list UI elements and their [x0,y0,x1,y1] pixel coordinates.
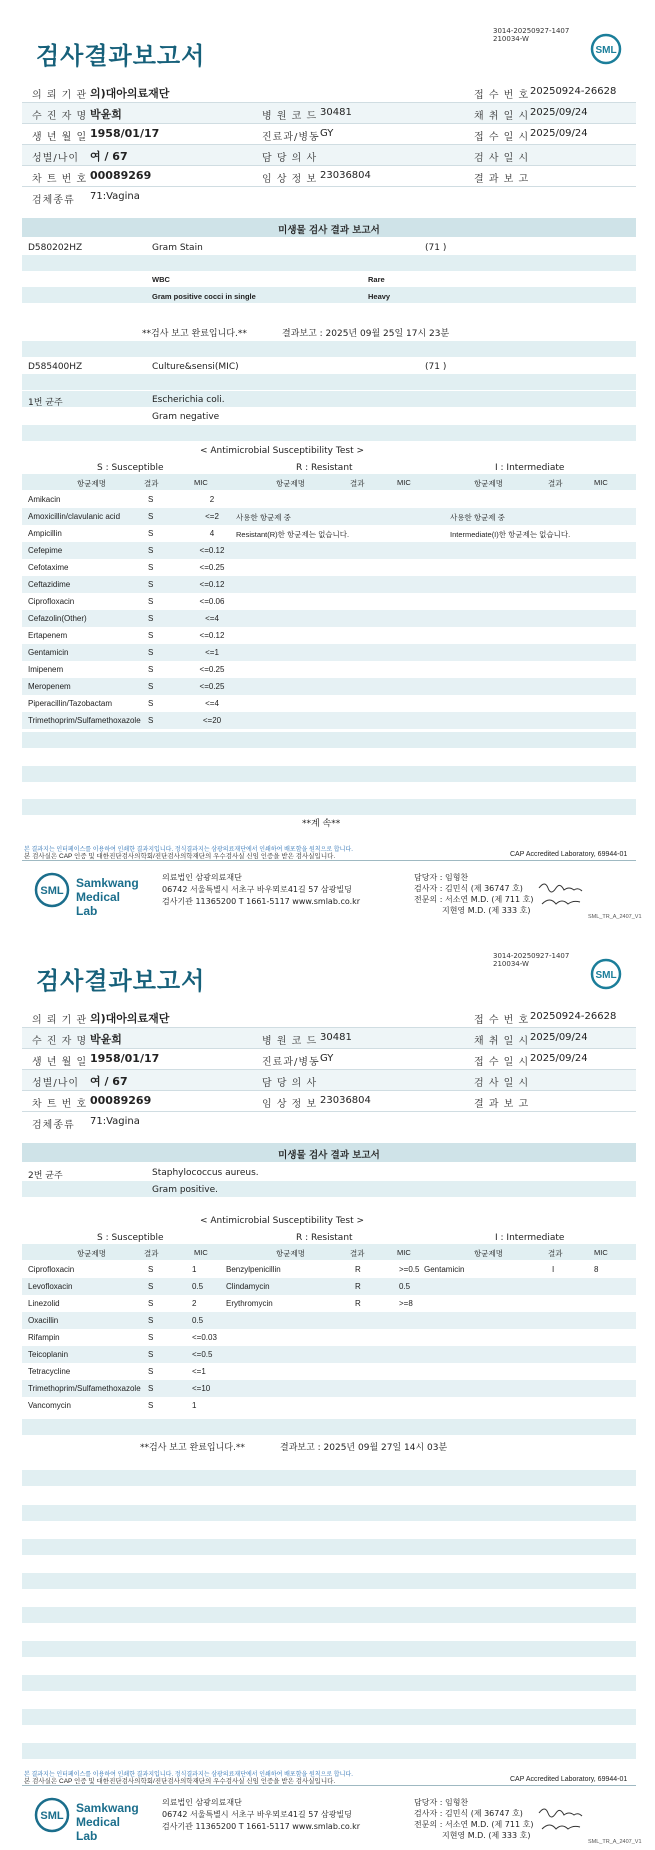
mic: <=0.25 [199,563,225,572]
gram-row-name: WBC [152,275,170,284]
gram-done: **검사 보고 완료입니다.** [142,329,247,339]
mic: >=8 [399,1299,413,1308]
table-row [22,1346,636,1363]
col-drug: 항균제명 [474,479,503,488]
mic: 2 [209,495,215,504]
band [22,1505,636,1521]
col-mic: MIC [194,1248,208,1257]
culture-test: Culture&sensi(MIC) [152,362,239,372]
specimen-value: 71:Vagina [90,191,140,202]
result: S [148,563,154,572]
samkwang-logo-text: SML [40,885,64,897]
table-row [22,1278,636,1295]
signature-image [536,1803,586,1837]
organism-name: Escherichia coli. [152,395,225,405]
sml-logo-icon [590,33,622,65]
mic: <=10 [192,1384,211,1393]
name-value: 박윤희 [90,108,122,121]
mic: <=1 [192,1367,206,1376]
patient-info-table [22,82,636,208]
result: S [148,1316,154,1325]
result: S [148,1299,154,1308]
result: S [148,597,154,606]
test-date-label: 검 사 일 시 [474,1078,530,1089]
band [22,1709,636,1725]
band [22,255,636,271]
band [22,1641,636,1657]
mic: >=0.5 [399,1265,420,1274]
table-row [22,576,636,593]
birth-value: 1958/01/17 [90,1052,160,1065]
col-mic: MIC [594,478,608,487]
col-result: 결과 [548,479,563,488]
hospital-code-value: 30481 [320,1032,352,1043]
ast-s-label: S : Susceptible [97,463,164,473]
info-row-2 [22,103,636,124]
table-row [22,610,636,627]
table-row [22,559,636,576]
mic: <=1 [205,648,219,657]
samkwang-logo-label: Samkwang Medical Lab [76,876,139,918]
band [22,732,636,748]
drug-name: Gentamicin [424,1265,465,1274]
collect-date-value: 2025/09/24 [530,107,588,118]
table-row [22,695,636,712]
result: S [148,1350,154,1359]
band [22,799,636,815]
signatories: 담당자 : 임형찬 검사자 : 김민식 (제 36747 호) 전문의 : 서소연 M.D. (제 711 호) 지현영 M.D. (제 333 호) [414,873,534,915]
mic: 1 [192,1401,197,1410]
table-row [22,644,636,661]
name-label: 수 진 자 명 [32,111,88,122]
document-id: 3014-20250927-1407 210034-W [493,27,570,43]
info-row-3 [22,1049,636,1070]
drug-name: Teicoplanin [28,1350,69,1359]
drug-name: Piperacillin/Tazobactam [28,699,113,708]
sex-age-label: 성별/나이 [32,153,80,164]
result-report-label: 결 과 보 고 [474,1099,530,1110]
col-mic: MIC [194,478,208,487]
ast-r-label: R : Resistant [296,1233,353,1243]
footer-note-1: 본 결과지는 인터페이스를 이용하여 인쇄한 결과지입니다. 정식결과지는 삼광의료재단에서 인쇄하여 배포함을 원칙으로 합니다. [24,1772,353,1778]
sml-logo-text: SML [595,45,617,56]
result: S [148,580,154,589]
r-none-1: 사용한 항균제 중 [236,513,291,522]
culture-num: (71 ) [425,362,447,372]
col-mic: MIC [397,1248,411,1257]
samkwang-logo-label: Samkwang Medical Lab [76,1801,139,1843]
ast-r-label: R : Resistant [296,463,353,473]
mic: 0.5 [399,1282,411,1291]
drug-name: Clindamycin [226,1282,270,1291]
mic: <=2 [205,512,219,521]
result: S [148,699,154,708]
mic: <=0.06 [199,597,225,606]
collect-date-label: 채 취 일 시 [474,1036,530,1047]
result: S [148,682,154,691]
dept-value: GY [320,1053,334,1064]
drug-name: Ceftazidime [28,580,71,589]
sex-age-value: 여 / 67 [90,150,128,163]
col-mic: MIC [397,478,411,487]
organism-gram: Gram negative [152,412,220,422]
ast-title: < Antimicrobial Susceptibility Test > [200,446,364,456]
gram-test: Gram Stain [152,243,203,253]
name-label: 수 진 자 명 [32,1036,88,1047]
drug-name: Trimethoprim/Sulfamethoxazole [28,716,141,725]
form-id: SML_TR_A_2407_V1 [588,914,642,920]
culture-code: D585400HZ [28,362,83,372]
col-result: 결과 [548,1249,563,1258]
document-id: 3014-20250927-1407 210034-W [493,952,570,968]
table-row [22,1329,636,1346]
dept-label: 진료과/병동 [262,1057,320,1068]
receive-date-value: 2025/09/24 [530,1053,588,1064]
result: R [355,1299,361,1308]
mic: <=0.03 [192,1333,217,1342]
drug-name: Ampicillin [28,529,62,538]
ast-i-label: I : Intermediate [495,1233,565,1243]
table-row [22,1312,636,1329]
clinical-label: 임 상 정 보 [262,1099,318,1110]
col-drug: 항균제명 [474,1249,503,1258]
info-row-6 [22,1112,636,1133]
patient-info-table [22,1007,636,1133]
band [22,1573,636,1589]
institution-value: 의)대아의료재단 [90,87,170,100]
band [22,1419,636,1435]
receipt-no-value: 20250924-26628 [530,86,617,97]
mic: 1 [192,1265,197,1274]
col-result: 결과 [144,1249,159,1258]
drug-name: Meropenem [28,682,71,691]
result: S [148,512,154,521]
hospital-code-value: 30481 [320,107,352,118]
clinical-value: 23036804 [320,170,371,181]
table-row [22,491,636,508]
result: S [148,1384,154,1393]
gram-report-time: 결과보고 : 2025년 09월 25일 17시 23분 [282,329,450,339]
signature-image [536,878,586,912]
test-date-label: 검 사 일 시 [474,153,530,164]
result: S [148,1333,154,1342]
organism-label: 2번 균주 [28,1171,63,1181]
table-row [22,1295,636,1312]
cap-accreditation: CAP Accredited Laboratory, 69944-01 [510,851,628,858]
drug-name: Ciprofloxacin [28,1265,75,1274]
mic: 2 [192,1299,197,1308]
chart-value: 00089269 [90,1094,152,1107]
samkwang-logo-icon [34,1797,70,1833]
info-row-2 [22,1028,636,1049]
ast-title: < Antimicrobial Susceptibility Test > [200,1216,364,1226]
band [22,341,636,357]
table-row [22,542,636,559]
result: S [148,1265,154,1274]
doctor-label: 담 당 의 사 [262,1078,318,1089]
footer-divider [22,860,636,861]
birth-label: 생 년 월 일 [32,132,88,143]
info-row-5 [22,1091,636,1112]
specimen-label: 검체종류 [32,1120,75,1131]
lab-address: 의료법인 삼광의료재단 06742 서울특별시 서초구 바우뫼로41길 57 삼광빌딩 검사기관 11365200 T 1661-5117 www.smlab.co.kr [162,873,361,906]
table-row [22,678,636,695]
receive-date-label: 접 수 일 시 [474,132,530,143]
col-mic: MIC [594,1248,608,1257]
result: S [148,546,154,555]
table-row [22,1261,636,1278]
mic: <=4 [205,699,219,708]
dept-label: 진료과/병동 [262,132,320,143]
info-row-1 [22,82,636,103]
col-drug: 항균제명 [276,479,305,488]
table-row [22,593,636,610]
result: S [148,1401,154,1410]
mic: <=0.12 [199,580,225,589]
report-title: 검사결과보고서 [36,967,206,995]
info-row-4 [22,1070,636,1091]
section-header [22,218,636,237]
collect-date-value: 2025/09/24 [530,1032,588,1043]
mic: 8 [594,1265,599,1274]
info-row-6 [22,187,636,208]
drug-name: Linezolid [28,1299,60,1308]
drug-name: Amoxicillin/clavulanic acid [28,512,121,521]
drug-name: Imipenem [28,665,64,674]
samkwang-logo [34,872,144,918]
result: S [148,665,154,674]
band [22,287,636,303]
info-row-1 [22,1007,636,1028]
drug-name: Ertapenem [28,631,68,640]
drug-name: Levofloxacin [28,1282,73,1291]
sex-age-label: 성별/나이 [32,1078,80,1089]
ast-s-label: S : Susceptible [97,1233,164,1243]
table-row [22,508,636,525]
table-row [22,1380,636,1397]
institution-label: 의 뢰 기 관 [32,1015,88,1026]
section-header [22,1143,636,1162]
institution-value: 의)대아의료재단 [90,1012,170,1025]
clinical-label: 임 상 정 보 [262,174,318,185]
mic: <=0.12 [199,631,225,640]
result: S [148,495,154,504]
samkwang-logo [34,1797,144,1843]
specimen-value: 71:Vagina [90,1116,140,1127]
result: S [148,648,154,657]
band [22,1675,636,1691]
gram-row-value: Rare [368,275,385,284]
samkwang-logo-icon [34,872,70,908]
band [22,1607,636,1623]
r-none-2: Resistant(R)한 항균제는 없습니다. [236,530,350,539]
mic: <=0.5 [192,1350,213,1359]
sml-logo-icon [590,958,622,990]
receive-date-value: 2025/09/24 [530,128,588,139]
name-value: 박윤희 [90,1033,122,1046]
band [22,1470,636,1486]
band [22,1539,636,1555]
info-row-4 [22,145,636,166]
continued-text: **계 속** [302,819,341,829]
samkwang-logo-text: SML [40,1810,64,1822]
mic: <=0.25 [199,682,225,691]
footer-note-2: 본 검사실은 CAP 인증 및 대한진단검사의학회/진단검사의학재단의 우수검사실 신임 인증을 받은 검사실입니다. [24,1778,336,1785]
specimen-label: 검체종류 [32,195,75,206]
receipt-no-label: 접 수 번 호 [474,90,530,101]
chart-label: 차 트 번 호 [32,1099,88,1110]
cap-accreditation: CAP Accredited Laboratory, 69944-01 [510,1776,628,1783]
band [22,1743,636,1759]
hospital-code-label: 병 원 코 드 [262,111,318,122]
sml-logo-text: SML [595,970,617,981]
result: S [148,631,154,640]
result: R [355,1265,361,1274]
drug-name: Trimethoprim/Sulfamethoxazole [28,1384,141,1393]
drug-name: Cefotaxime [28,563,69,572]
doctor-label: 담 당 의 사 [262,153,318,164]
col-result: 결과 [144,479,159,488]
gram-num: (71 ) [425,243,447,253]
receive-date-label: 접 수 일 시 [474,1057,530,1068]
band [22,766,636,782]
drug-name: Cefepime [28,546,63,555]
mic: <=20 [202,716,222,725]
drug-name: Oxacillin [28,1316,59,1325]
col-result: 결과 [350,1249,365,1258]
result: I [552,1265,555,1274]
col-result: 결과 [350,479,365,488]
birth-value: 1958/01/17 [90,127,160,140]
band [22,1181,636,1197]
institution-label: 의 뢰 기 관 [32,90,88,101]
col-drug: 항균제명 [77,479,106,488]
drug-name: Gentamicin [28,648,69,657]
mic: <=0.12 [199,546,225,555]
table-row [22,1397,636,1414]
dept-value: GY [320,128,334,139]
receipt-no-value: 20250924-26628 [530,1011,617,1022]
footer-note-2: 본 검사실은 CAP 인증 및 대한진단검사의학회/진단검사의학재단의 우수검사실 신임 인증을 받은 검사실입니다. [24,853,336,860]
organism-name: Staphylococcus aureus. [152,1168,259,1178]
mic: 0.5 [192,1282,204,1291]
result: S [148,1367,154,1376]
result: S [148,716,154,725]
section-title: 미생물 검사 결과 보고서 [278,225,380,236]
result: S [148,614,154,623]
gram-row-value: Heavy [368,292,391,301]
drug-name: Amikacin [28,495,61,504]
sex-age-value: 여 / 67 [90,1075,128,1088]
signatories: 담당자 : 임형찬 검사자 : 김민식 (제 36747 호) 전문의 : 서소연 M.D. (제 711 호) 지현영 M.D. (제 333 호) [414,1798,534,1840]
ast-header-band [22,474,636,490]
drug-name: Rifampin [28,1333,60,1342]
hospital-code-label: 병 원 코 드 [262,1036,318,1047]
report-time: 결과보고 : 2025년 09월 27일 14시 03분 [280,1443,448,1453]
chart-label: 차 트 번 호 [32,174,88,185]
drug-name: Cefazolin(Other) [28,614,87,623]
birth-label: 생 년 월 일 [32,1057,88,1068]
table-row [22,712,636,729]
footer-note-1: 본 결과지는 인터페이스를 이용하여 인쇄한 결과지입니다. 정식결과지는 삼광의료재단에서 인쇄하여 배포함을 원칙으로 합니다. [24,847,353,853]
table-row [22,661,636,678]
lab-address: 의료법인 삼광의료재단 06742 서울특별시 서초구 바우뫼로41길 57 삼광빌딩 검사기관 11365200 T 1661-5117 www.smlab.co.kr [162,1798,361,1831]
ast-i-label: I : Intermediate [495,463,565,473]
info-row-3 [22,124,636,145]
result: S [148,1282,154,1291]
form-id: SML_TR_A_2407_V1 [588,1839,642,1845]
drug-name: Benzylpenicillin [226,1265,281,1274]
result: S [148,529,154,538]
result: R [355,1282,361,1291]
band [22,374,636,390]
ast-header-band [22,1244,636,1260]
col-drug: 항균제명 [276,1249,305,1258]
organism-label: 1번 균주 [28,398,63,408]
drug-name: Ciprofloxacin [28,597,75,606]
info-row-5 [22,166,636,187]
report-done: **검사 보고 완료입니다.** [140,1443,245,1453]
i-none-1: 사용한 항균제 중 [450,513,505,522]
drug-name: Tetracycline [28,1367,71,1376]
report-page-2 [0,925,655,1850]
col-drug: 항균제명 [77,1249,106,1258]
gram-code: D580202HZ [28,243,83,253]
report-title: 검사결과보고서 [36,42,206,70]
organism-gram: Gram positive. [152,1185,218,1195]
table-row [22,627,636,644]
section-title: 미생물 검사 결과 보고서 [278,1150,380,1161]
gram-row-name: Gram positive cocci in single [152,292,256,301]
mic: 0.5 [192,1316,204,1325]
table-row [22,1363,636,1380]
footer-divider [22,1785,636,1786]
clinical-value: 23036804 [320,1095,371,1106]
receipt-no-label: 접 수 번 호 [474,1015,530,1026]
drug-name: Erythromycin [226,1299,273,1308]
i-none-2: Intermediate(I)한 항균제는 없습니다. [450,530,571,539]
mic: <=0.25 [199,665,225,674]
band [22,425,636,441]
collect-date-label: 채 취 일 시 [474,111,530,122]
drug-name: Vancomycin [28,1401,71,1410]
mic: 4 [209,529,215,538]
chart-value: 00089269 [90,169,152,182]
mic: <=4 [205,614,219,623]
result-report-label: 결 과 보 고 [474,174,530,185]
band [22,391,636,407]
